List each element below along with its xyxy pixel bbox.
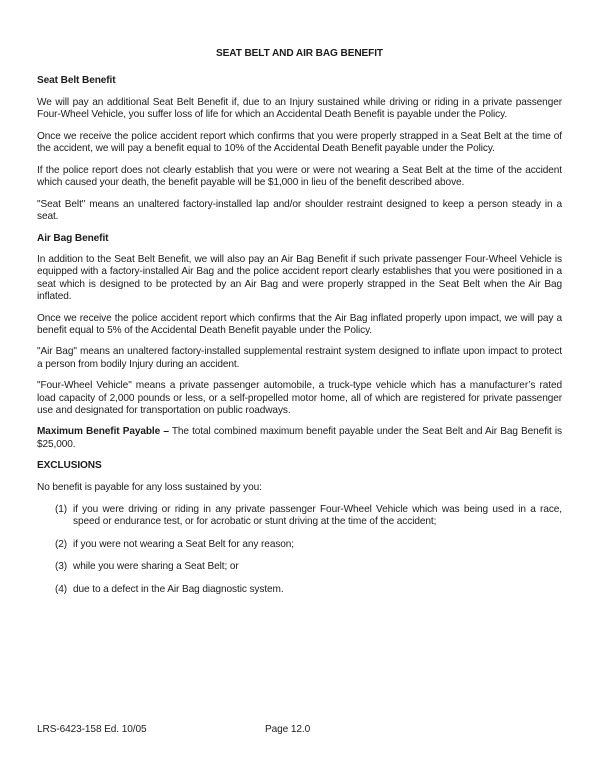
exclusion-item-1-number: (1) <box>55 503 68 515</box>
air-bag-definition: "Air Bag" means an unaltered factory-installed supplemental restraint system designed to inflate upon impact to protect a person from bodily Injury during an accident. <box>37 346 562 370</box>
seat-belt-paragraph-1: We will pay an additional Seat Belt Benefit if, due to an Injury sustained while driving or riding in a private passenger Four-Wheel Vehicle, you suffer loss of life for which an Accidental Death Benefit is payable under the Policy. <box>37 96 562 121</box>
section-heading-air-bag-benefit: Air Bag Benefit <box>37 232 109 244</box>
document-content <box>37 48 562 607</box>
exclusion-item-2 <box>37 539 562 551</box>
seat-belt-paragraph-3: If the police report does not clearly establish that you were or were not wearing a Seat Belt at the time of the accident which caused your death, the benefit payable will be $1,000 in lieu of the benefit described above. <box>37 164 562 188</box>
exclusions-intro: No benefit is payable for any loss sustained by you: <box>37 482 262 494</box>
maximum-benefit-paragraph <box>37 426 562 450</box>
exclusion-item-4 <box>37 584 562 596</box>
four-wheel-vehicle-definition: "Four-Wheel Vehicle" means a private passenger automobile, a truck-type vehicle which has a manufacturer’s rated load capacity of 2,000 pounds or less, or a self-propelled motor home, all of which are registered for private passenger use and designated for transportation on public roadways. <box>37 380 562 416</box>
section-heading-exclusions: EXCLUSIONS <box>37 460 102 472</box>
section-heading-seat-belt-benefit: Seat Belt Benefit <box>37 75 116 87</box>
exclusion-item-4-text: due to a defect in the Air Bag diagnostic system. <box>73 584 284 596</box>
exclusion-item-2-text: if you were not wearing a Seat Belt for any reason; <box>73 538 295 550</box>
exclusion-item-3-number: (3) <box>55 561 68 573</box>
seat-belt-paragraph-2: Once we receive the police accident report which confirms that you were properly strapped in a Seat Belt at the time of the accident, we will pay a benefit equal to 10% of the Accidental Death Benefit payable under the Policy. <box>37 130 562 155</box>
air-bag-paragraph-2: Once we receive the police accident report which confirms that the Air Bag inflated properly upon impact, we will pay a benefit equal to 5% of the Accidental Death Benefit payable under the Policy. <box>37 312 562 336</box>
exclusion-item-3 <box>37 561 562 573</box>
exclusion-item-2-number: (2) <box>55 538 68 550</box>
exclusion-item-3-text: while you were sharing a Seat Belt; or <box>73 561 239 573</box>
maximum-benefit-text: The total combined maximum benefit payable under the Seat Belt and Air Bag Benefit is $25,000. <box>37 426 562 450</box>
exclusion-item-1-text: if you were driving or riding in any private passenger Four-Wheel Vehicle which was being used in a race, speed or endurance test, or for acrobatic or stunt driving at the time of the accident; <box>73 503 562 527</box>
exclusion-item-4-number: (4) <box>55 584 68 596</box>
page-number: Page 12.0 <box>265 724 311 735</box>
seat-belt-definition: "Seat Belt" means an unaltered factory-installed lap and/or shoulder restraint designed to keep a person steady in a seat. <box>37 198 562 222</box>
exclusion-item-1 <box>37 504 562 528</box>
page-footer <box>0 724 600 737</box>
document-title: SEAT BELT AND AIR BAG BENEFIT <box>215 48 383 59</box>
maximum-benefit-label: Maximum Benefit Payable – <box>37 426 169 438</box>
form-number: LRS-6423-158 Ed. 10/05 <box>37 724 147 735</box>
air-bag-paragraph-1: In addition to the Seat Belt Benefit, we will also pay an Air Bag Benefit if such private passenger Four-Wheel Vehicle is equipped with a factory-installed Air Bag and the police accident report clearly establishes that you were positioned in a seat which is designed to be protected by an Air Bag and were properly strapped in the Seat Belt when the Air Bag inflated. <box>37 254 562 302</box>
